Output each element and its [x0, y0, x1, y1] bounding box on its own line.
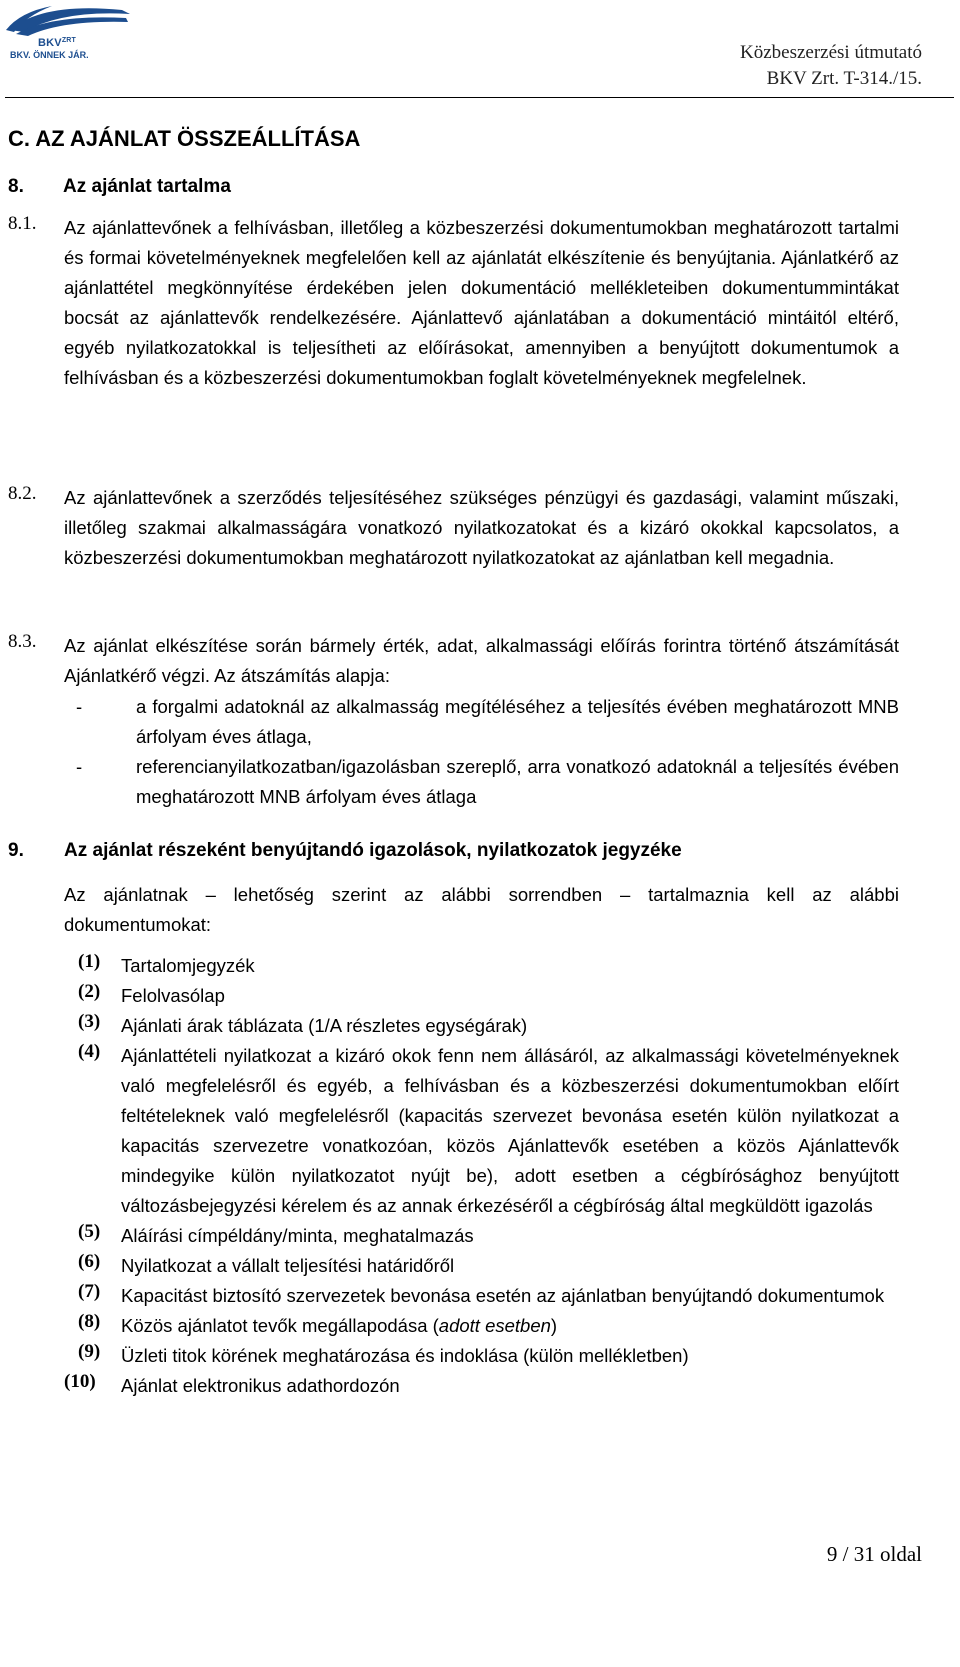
- logo-slogan: BKV. ÖNNEK JÁR.: [10, 50, 89, 60]
- list-item: - a forgalmi adatoknál az alkalmasság megítéléséhez a teljesítés évében meghatározott MNB árfolyam éves átlaga,: [64, 692, 899, 752]
- item-number: (6): [78, 1251, 101, 1272]
- item-number: (4): [78, 1041, 101, 1062]
- header-divider: [5, 97, 954, 98]
- logo-brand: $BKV^{ZRT}$: [38, 37, 77, 49]
- list-item: (7) Kapacitást biztosító szervezetek bevonása esetén az ajánlatban benyújtandó dokumentumok: [78, 1281, 885, 1306]
- list-item: (4) Ajánlattételi nyilatkozat a kizáró okok fenn nem állásáról, az alkalmassági követelményeknek való megfelelésről és egyéb, a felhívásban és a közbeszerzési dokumentumokban előírt feltételeknek való megfelelésről (kapacitás szervezet bevonása esetén külön nyilatkozat a kapacitás szervezetre vonatkozóan, közös Ajánlattevők esetében a közös Ajánlattevők mindegyike külön nyilatkozatot nyújt be), adott esetben a cégbírósághoz benyújtott változásbejegyzési kérelem és az annak érkezéséről a cégbíróság által megküldött igazolás: [78, 1041, 899, 1216]
- list-item: (8) Közös ajánlatot tevők megállapodása (adott esetben): [78, 1311, 558, 1336]
- section-9-heading: 9. Az ajánlat részeként benyújtandó igazolások, nyilatkozatok jegyzéke: [8, 840, 682, 861]
- item-number: (7): [78, 1281, 101, 1302]
- item-number: (9): [78, 1341, 101, 1362]
- paragraph-text: Az ajánlat elkészítése során bármely érték, adat, alkalmassági előírás forintra történő átszámítását Ajánlatkérő végzi. Az átszámítás alapja:: [64, 635, 899, 686]
- section-9-intro: Az ajánlatnak – lehetőség szerint az alábbi sorrendben – tartalmaznia kell az alábbi dokumentumokat:: [64, 884, 899, 935]
- list-item: (5) Aláírási címpéldány/minta, meghatalmazás: [78, 1221, 474, 1246]
- paragraph-8-2: [8, 483, 899, 573]
- list-item: (2) Felolvasólap: [78, 981, 225, 1006]
- list-item: (6) Nyilatkozat a vállalt teljesítési határidőről: [78, 1251, 455, 1276]
- list-item: (10) Ajánlat elektronikus adathordozón: [64, 1371, 400, 1396]
- document-title: Közbeszerzési útmutató: [739, 42, 922, 63]
- item-number: (5): [78, 1221, 101, 1242]
- paragraph-text: Az ajánlattevőnek a szerződés teljesítéséhez szükséges pénzügyi és gazdasági, valamint műszaki, illetőleg szakmai alkalmasságára vonatkozó nyilatkozatokat és a kizáró okokkal kapcsolatos, a közbeszerzési dokumentumokban meghatározott nyilatkozatokat az ajánlatban kell megadnia.: [64, 487, 899, 568]
- paragraph-number: 8.2.: [8, 483, 37, 504]
- item-number: (3): [78, 1011, 101, 1032]
- item-number: (8): [78, 1311, 101, 1332]
- paragraph-number: 8.1.: [8, 213, 37, 234]
- paragraph-number: 8.3.: [8, 631, 37, 652]
- document-header: [740, 40, 922, 92]
- item-number: (10): [64, 1371, 96, 1392]
- item-number: (1): [78, 951, 101, 972]
- required-documents-list: [64, 951, 899, 1401]
- section-8-heading: 8. Az ajánlat tartalma: [8, 176, 231, 197]
- list-item: (9) Üzleti titok körének meghatározása és indoklása (külön mellékletben): [78, 1341, 689, 1366]
- dash-marker: -: [76, 756, 83, 777]
- bkv-logo: [2, 0, 137, 62]
- list-item: (1) Tartalomjegyzék: [78, 951, 255, 976]
- list-item: - referencianyilatkozatban/igazolásban szereplő, arra vonatkozó adatoknál a teljesítés évében meghatározott MNB árfolyam éves átlaga: [64, 752, 899, 812]
- document-code: BKV Zrt. T-314./15.: [766, 68, 922, 89]
- italic-qualifier: adott esetben: [438, 1315, 551, 1336]
- item-number: (2): [78, 981, 101, 1002]
- section-c-heading: C. AZ AJÁNLAT ÖSSZEÁLLÍTÁSA: [8, 126, 361, 151]
- paragraph-text: Az ajánlattevőnek a felhívásban, illetőleg a közbeszerzési dokumentumokban meghatározott tartalmi és formai követelményeknek megfelelően kell az ajánlatát elkészítenie és benyújtania. Ajánlatkérő az ajánlattétel megkönnyítése érdekében jelen dokumentáció mellékleteiben dokumentummintákat bocsát az ajánlattevők rendelkezésére. Ajánlattevő ajánlatában a dokumentáció mintáitól eltérő, egyéb nyilatkozatokkal is teljesítheti az előírásokat, amennyiben a benyújtott dokumentumok a felhívásban és a közbeszerzési dokumentumokban foglalt követelményeknek megfelelnek.: [64, 217, 899, 388]
- list-item: (3) Ajánlati árak táblázata (1/A részletes egységárak): [78, 1011, 528, 1036]
- paragraph-8-1: [8, 213, 899, 393]
- paragraph-8-3: [8, 631, 899, 691]
- page-number: 9 / 31 oldal: [826, 1542, 922, 1566]
- conversion-basis-list: [64, 692, 899, 812]
- dash-marker: -: [76, 696, 83, 717]
